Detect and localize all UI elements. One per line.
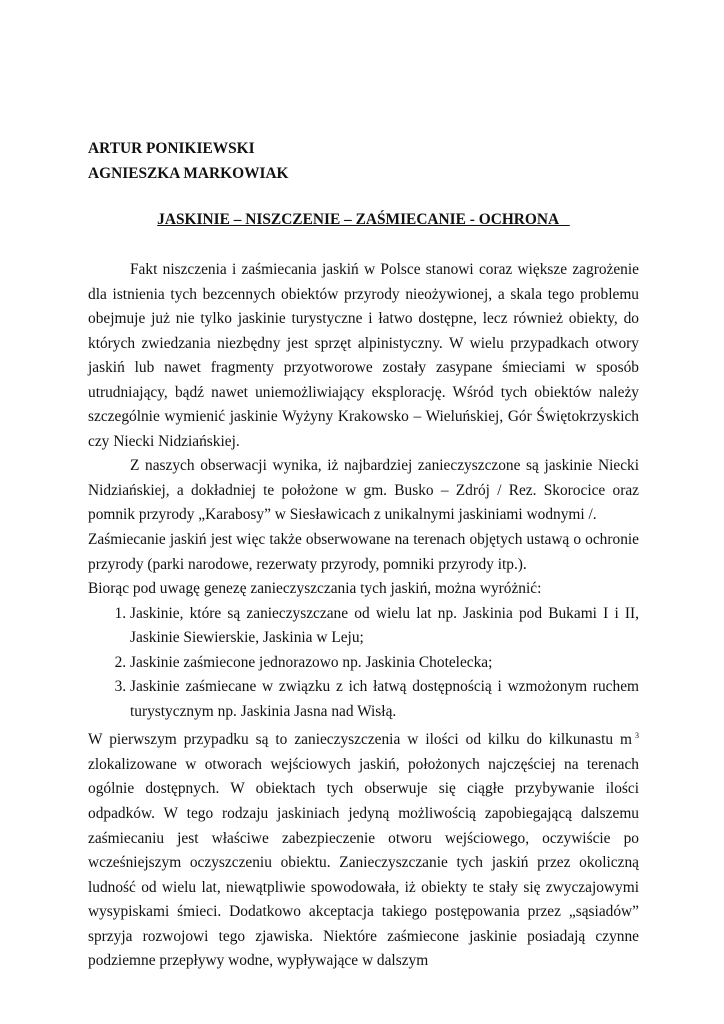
paragraph: Zaśmiecanie jaskiń jest więc także obserwowane na terenach objętych ustawą o ochronie przyrody (parki narodowe, rezerwaty przyrody, pomniki przyrody itp.). <box>88 531 639 573</box>
author-name: AGNIESZKA MARKOWIAK <box>88 164 289 182</box>
document-body <box>88 258 639 974</box>
paragraph: Z naszych obserwacji wynika, iż najbardziej zanieczyszczone są jaskinie Niecki Nidziańskiej, a dokładniej te położone w gm. Busko – Zdrój / Rez. Skorocice oraz pomnik przyrody „Karabosy” w Siesławicach z unikalnymi jaskiniami wodnymi /. <box>88 457 639 524</box>
paragraph: Biorąc pod uwagę genezę zanieczyszczania tych jaskiń, można wyróżnić: <box>88 580 542 598</box>
list-item: 2. Jaskinie zaśmiecone jednorazowo np. Jaskinia Chotelecka; <box>130 651 639 676</box>
author-block <box>88 137 289 186</box>
superscript: 3 <box>635 731 639 741</box>
list-item: 1. Jaskinie, które są zanieczyszczane od wielu lat np. Jaskinia pod Bukami I i II, Jaskinie Siewierskie, Jaskinia w Leju; <box>130 602 639 651</box>
document-title: JASKINIE – NISZCZENIE – ZAŚMIECANIE - OCHRONA <box>157 211 570 228</box>
list-item: 3. Jaskinie zaśmiecane w związku z ich łatwą dostępnością i wzmożonym ruchem turystycznym np. Jaskinia Jasna nad Wisłą. <box>130 675 639 724</box>
numbered-list <box>88 602 639 725</box>
author-name: ARTUR PONIKIEWSKI <box>88 140 255 157</box>
paragraph-text: W pierwszym przypadku są to zanieczyszczenia w ilości od kilku do kilkunastu m <box>88 731 632 749</box>
paragraph-text: zlokalizowane w otworach wejściowych jaskiń, położonych najczęściej na terenach ogólnie dostępnych. W obiektach tych obserwuje się ciągłe przybywanie ilości odpadków. W tego rodzaju jaskiniach jedyną możliwością zapobiegającą dalszemu zaśmiecaniu jest właściwe zabezpieczenie otworu wejściowego, oczywiście po wcześniejszym oczyszczeniu obiektu. Zanieczyszczanie tych jaskiń przez okoliczną ludność od wielu lat, niewątpliwie spowodowała, iż obiekty te stały się zwyczajowymi wysypiskami śmieci. Dodatkowo akceptacja takiego postępowania przez „sąsiadów” sprzyja rozwojowi tego zjawiska. Niektóre zaśmiecone jaskinie posiadają czynne podziemne przepływy wodne, wypływające w dalszym <box>88 755 639 970</box>
paragraph: Fakt niszczenia i zaśmiecania jaskiń w Polsce stanowi coraz większe zagrożenie dla istnienia tych bezcennych obiektów przyrody nieożywionej, a skala tego problemu obejmuje już nie tylko jaskinie turystyczne i łatwo dostępne, lecz również obiekty, do których zwiedzania niezbędny jest sprzęt alpinistyczny. W wielu przypadkach otwory jaskiń lub nawet fragmenty przyotworowe zostały zasypane śmieciami w sposób utrudniający, bądź nawet uniemożliwiający eksplorację. Wśród tych obiektów należy szczególnie wymienić jaskinie Wyżyny Krakowsko – Wieluńskiej, Gór Świętokrzyskich czy Niecki Nidziańskiej. <box>88 261 639 450</box>
paragraph <box>88 724 639 973</box>
